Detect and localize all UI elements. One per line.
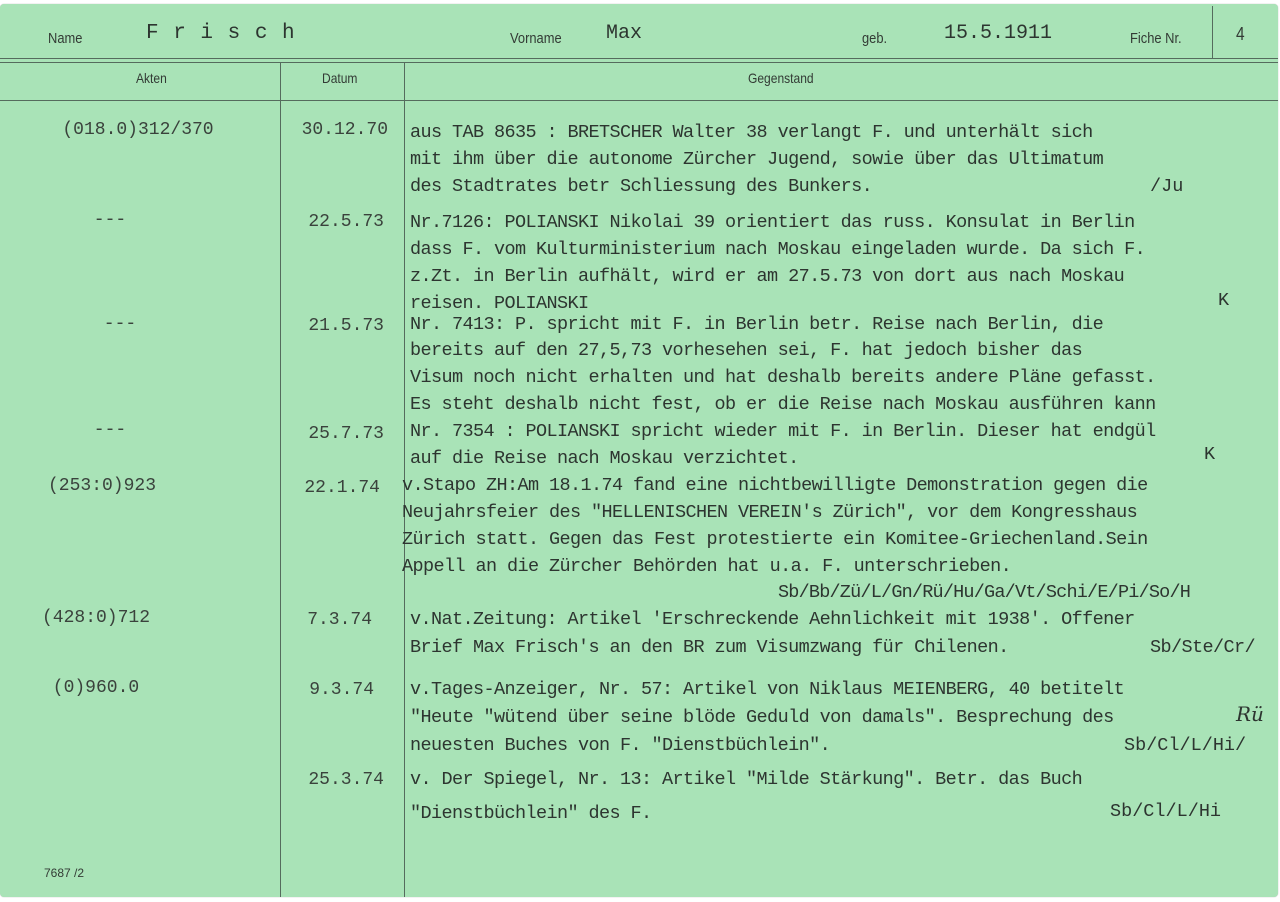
entry-5-akten: (253:0)923 [47, 476, 157, 496]
entry-4-akten: --- [93, 420, 127, 440]
entry-4-line-2: auf die Reise nach Moskau verzichtet. [410, 448, 799, 469]
entry-7-akten: (0)960.0 [52, 678, 140, 698]
entry-3-line-4: Es steht deshalb nicht fest, ob er die Reise nach Moskau ausführen kann [410, 394, 1156, 415]
header-rule-top [0, 58, 1278, 59]
entry-4-mark: K [1204, 444, 1216, 465]
entry-2-line-2: dass F. vom Kulturministerium nach Moskau eingeladen wurde. Da sich F. [410, 239, 1146, 260]
entry-1-line-3: des Stadtrates betr Schliessung des Bunkers. [410, 176, 873, 197]
surname-value: F r i s c h [146, 22, 296, 45]
fiche-number: 4 [1236, 24, 1245, 44]
entry-4-datum: 25.7.73 [308, 424, 384, 444]
entry-8-line-1: v. Der Spiegel, Nr. 13: Artikel "Milde Stärkung". Betr. das Buch [410, 769, 1083, 790]
entry-7-line-2: "Heute "wütend über seine blöde Geduld von damals". Besprechung des [410, 707, 1114, 728]
column-header-datum: Datum [322, 70, 358, 86]
column-header-gegenstand: Gegenstand [748, 70, 814, 86]
entry-7-initials: Sb/Cl/L/Hi/ [1124, 735, 1247, 756]
entry-3-line-3: Visum noch nicht erhalten und hat deshalb bereits andere Pläne gefasst. [410, 367, 1156, 388]
entry-1-akten: (018.0)312/370 [62, 120, 214, 140]
entry-1-datum: 30.12.70 [301, 120, 388, 140]
fiche-divider [1212, 6, 1213, 58]
entry-2-line-1: Nr.7126: POLIANSKI Nikolai 39 orientiert das russ. Konsulat in Berlin [410, 212, 1135, 233]
entry-2-akten: --- [93, 210, 127, 230]
name-label: Name [48, 30, 83, 47]
entry-5-line-1: v.Stapo ZH:Am 18.1.74 fand eine nichtbewilligte Demonstration gegen die [402, 475, 1148, 496]
entry-6-akten: (428:0)712 [41, 608, 151, 628]
entry-5-line-2: Neujahrsfeier des "HELLENISCHEN VEREIN's Zürich", vor dem Kongresshaus [402, 502, 1138, 523]
entry-2-mark: K [1218, 290, 1230, 311]
entry-5-initials: Sb/Bb/Zü/L/Gn/Rü/Hu/Ga/Vt/Schi/E/Pi/So/H [778, 582, 1191, 603]
entry-3-line-2: bereits auf den 27,5,73 vorhesehen sei, F. hat jedoch bisher das [410, 340, 1083, 361]
entry-1-initials: /Ju [1150, 176, 1184, 197]
entry-1-line-1: aus TAB 8635 : BRETSCHER Walter 38 verlangt F. und unterhält sich [410, 122, 1093, 143]
entry-8-initials: Sb/Cl/L/Hi [1110, 801, 1222, 822]
entry-6-line-1: v.Nat.Zeitung: Artikel 'Erschreckende Aehnlichkeit mit 1938'. Offener [410, 609, 1135, 630]
entry-8-datum: 25.3.74 [308, 770, 384, 790]
vorname-label: Vorname [510, 30, 562, 47]
entry-5-line-4: Appell an die Zürcher Behörden hat u.a. F. unterschrieben. [402, 556, 1012, 577]
entry-7-line-1: v.Tages-Anzeiger, Nr. 57: Artikel von Niklaus MEIENBERG, 40 betitelt [410, 679, 1125, 700]
column-header-rule [0, 100, 1278, 101]
entry-7-datum: 9.3.74 [309, 680, 374, 700]
entry-6-initials: Sb/Ste/Cr/ [1150, 637, 1256, 658]
form-code: 7687 /2 [44, 866, 85, 880]
entry-6-line-2: Brief Max Frisch's an den BR zum Visumzwang für Chilenen. [410, 637, 1009, 658]
fiche-label: Fiche Nr. [1130, 30, 1182, 47]
header-rule-mid [0, 62, 1278, 63]
index-card [0, 4, 1278, 897]
entry-7-handwritten-mark: Rü [1236, 702, 1264, 726]
geb-label: geb. [862, 30, 888, 47]
entry-3-line-1: Nr. 7413: P. spricht mit F. in Berlin betr. Reise nach Berlin, die [410, 314, 1104, 335]
entry-2-datum: 22.5.73 [308, 212, 384, 232]
column-header-akten: Akten [136, 70, 167, 86]
entry-7-line-3: neuesten Buches von F. "Dienstbüchlein". [410, 735, 831, 756]
entry-3-akten: --- [103, 314, 137, 334]
entry-3-datum: 21.5.73 [308, 316, 384, 336]
entry-8-line-2: "Dienstbüchlein" des F. [410, 803, 652, 824]
entry-2-line-3: z.Zt. in Berlin aufhält, wird er am 27.5.73 von dort aus nach Moskau [410, 266, 1125, 287]
vorname-value: Max [606, 22, 643, 45]
entry-1-line-2: mit ihm über die autonome Zürcher Jugend, sowie über das Ultimatum [410, 149, 1104, 170]
birthdate-value: 15.5.1911 [944, 22, 1053, 45]
entry-6-datum: 7.3.74 [307, 610, 372, 630]
entry-4-line-1: Nr. 7354 : POLIANSKI spricht wieder mit F. in Berlin. Dieser hat endgül [410, 421, 1156, 442]
entry-5-line-3: Zürich statt. Gegen das Fest protestierte ein Komitee-Griechenland.Sein [402, 529, 1148, 550]
entry-2-line-4: reisen. POLIANSKI [410, 293, 589, 314]
entry-5-datum: 22.1.74 [304, 478, 380, 498]
